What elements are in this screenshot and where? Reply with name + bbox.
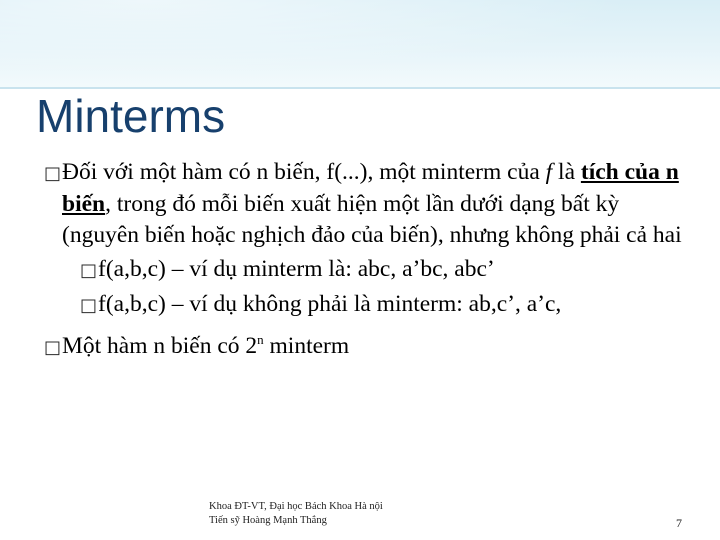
slide-body [44, 157, 684, 363]
bullet-minterm-definition [44, 157, 684, 251]
minterm-count-post: minterm [263, 332, 350, 359]
square-bullet-icon: □ [44, 163, 62, 184]
definition-text-1: Đối với một hàm có n biến, f(...), một minterm của [62, 159, 546, 185]
minterm-count-pre: Một hàm n biến có 2 [62, 332, 258, 359]
minterm-count-exponent: n [257, 332, 264, 347]
definition-text-3: , trong đó mỗi biến xuất hiện một lần dưới dạng bất kỳ (nguyên biến hoặc nghịch đảo của biến), nhưng không phải cả hai [62, 191, 682, 248]
header-highlight [0, 0, 720, 88]
bullet-minterm-count [44, 324, 684, 363]
footer-author: Tiến sỹ Hoàng Mạnh Thắng [209, 515, 327, 526]
definition-f: f [545, 159, 553, 185]
bullet-minterm-examples [44, 254, 684, 286]
slide-title: Minterms [36, 90, 226, 142]
page-number: 7 [676, 516, 682, 530]
bullet-non-minterm-examples [44, 289, 684, 321]
square-bullet-icon: □ [80, 260, 98, 281]
slide-footer [209, 500, 383, 528]
definition-emphasis: tích của n biến [62, 159, 679, 217]
non-minterm-examples-text: f(a,b,c) – ví dụ không phải là minterm: ab,c’, a’c, [98, 291, 562, 317]
minterm-examples-text: f(a,b,c) – ví dụ minterm là: abc, a’bc, abc’ [98, 256, 495, 282]
definition-text-2: là [552, 159, 581, 185]
square-bullet-icon: □ [44, 336, 62, 358]
footer-institution: Khoa ĐT-VT, Đại học Bách Khoa Hà nội [209, 501, 383, 512]
square-bullet-icon: □ [80, 295, 98, 316]
